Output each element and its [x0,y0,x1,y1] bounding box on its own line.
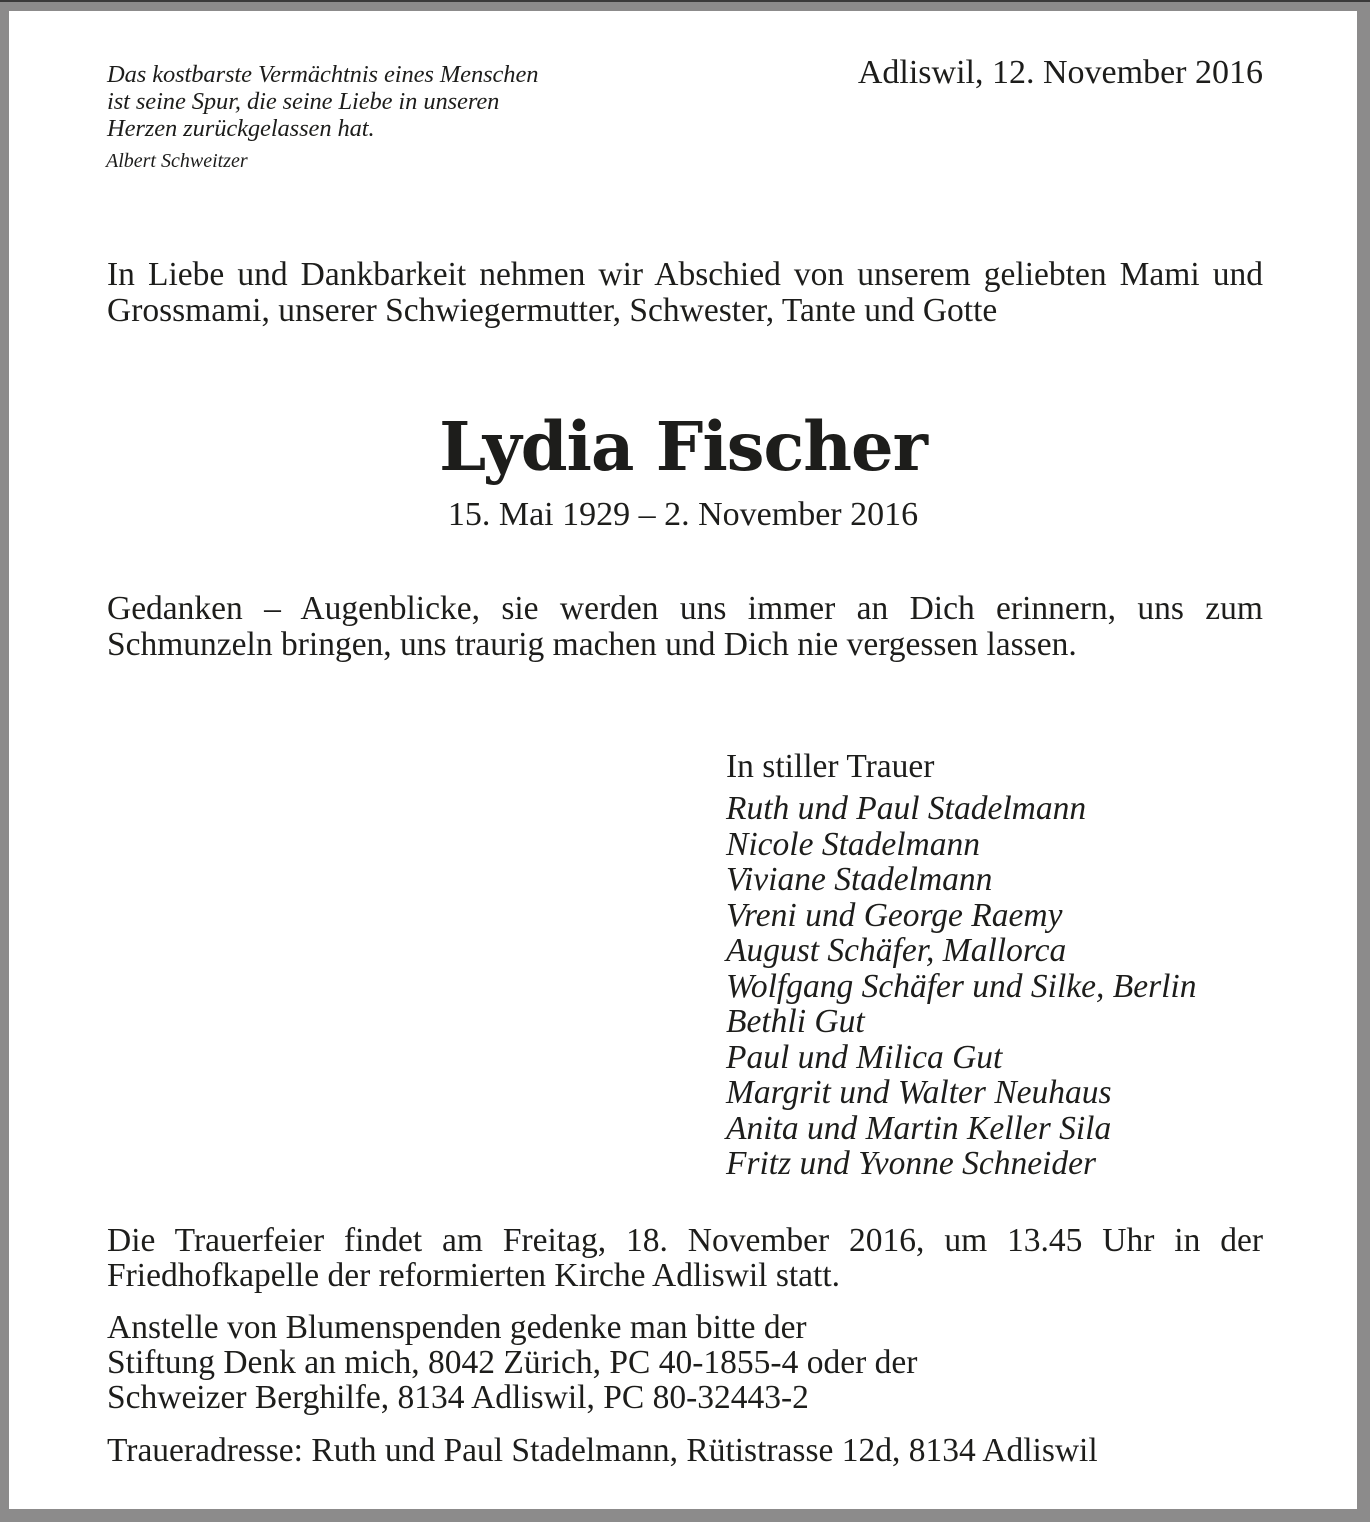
intro-paragraph: In Liebe und Dankbarkeit nehmen wir Abschied von unserem geliebten Mami und Grossmami, unserer Schwiegermutter, Schwester, Tante und Gotte [107,256,1263,329]
viewer-top-border [0,0,1370,2]
mourner-name: Nicole Stadelmann [726,825,980,863]
mourner-name: Paul und Milica Gut [726,1038,1003,1076]
life-dates: 15. Mai 1929 – 2. November 2016 [447,496,919,533]
mourner-name: Vreni und George Raemy [726,896,1063,934]
mourners-heading: In stiller Trauer [726,748,935,785]
epigraph-quote [107,61,538,142]
donations-line: Anstelle von Blumenspenden gedenke man bitte der [107,1309,807,1346]
mourner-name: Wolfgang Schäfer und Silke, Berlin [726,967,1197,1005]
donations-line: Schweizer Berghilfe, 8134 Adliswil, PC 80-32443-2 [107,1379,809,1416]
thoughts-paragraph: Gedanken – Augenblicke, sie werden uns immer an Dich erinnern, uns zum Schmunzeln bringen, uns traurig machen und Dich nie vergessen lassen. [107,590,1263,663]
obituary-page [9,11,1357,1509]
mourners-block [726,747,1326,1182]
donations-line: Stiftung Denk an mich, 8042 Zürich, PC 40-1855-4 oder der [107,1344,918,1381]
mourner-name: Margrit und Walter Neuhaus [726,1074,1112,1111]
mourner-name: Fritz und Yvonne Schneider [726,1145,1097,1182]
mourner-name: Bethli Gut [726,1003,865,1040]
quote-author: Albert Schweitzer [106,150,248,172]
quote-line: ist seine Spur, die seine Liebe in unseren [107,88,500,115]
mourning-address: Traueradresse: Ruth und Paul Stadelmann, Rütistrasse 12d, 8134 Adliswil [107,1432,1098,1469]
deceased-name: Lydia Fischer [439,407,927,486]
mourner-name: Anita und Martin Keller Sila [726,1109,1112,1147]
mourner-name: Viviane Stadelmann [726,861,993,898]
donations-info [107,1310,917,1415]
mourner-name: August Schäfer, Mallorca [726,932,1067,969]
quote-line: Das kostbarste Vermächtnis eines Menschen [107,61,539,88]
ceremony-info: Die Trauerfeier findet am Freitag, 18. November 2016, um 13.45 Uhr in der Friedhofkapelle der reformierten Kirche Adliswil statt. [107,1222,1263,1294]
mourners-list [726,791,1326,1182]
quote-line: Herzen zurückgelassen hat. [107,115,375,142]
mourner-name: Ruth und Paul Stadelmann [726,790,1087,827]
place-and-date: Adliswil, 12. November 2016 [857,54,1263,91]
